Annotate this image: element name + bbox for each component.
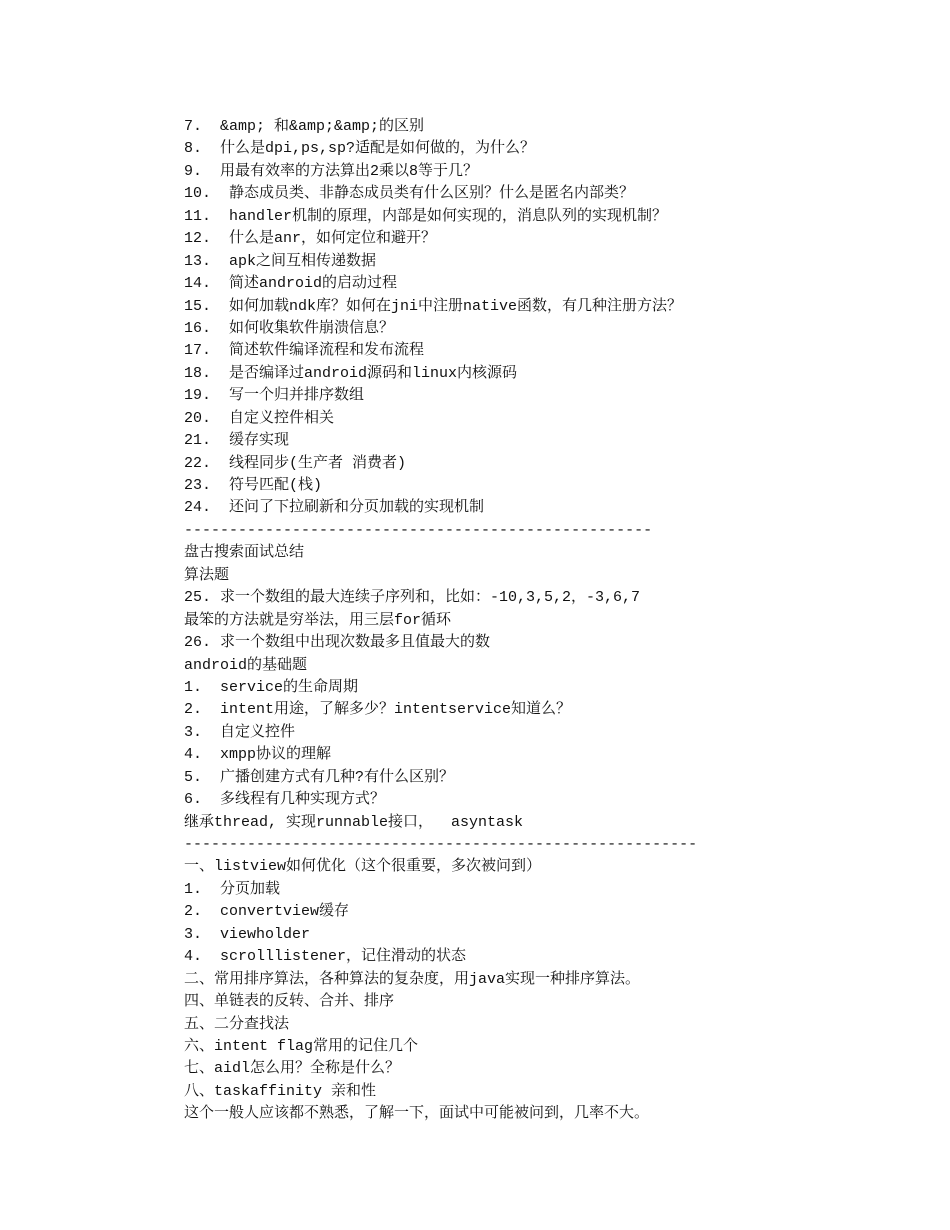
section-heading-pangu: 盘古搜索面试总结 xyxy=(184,544,305,562)
subheading-android-basics: android的基础题 xyxy=(184,656,308,674)
paragraph-brute-force: 最笨的方法就是穷举法，用三层for循环 xyxy=(184,611,452,629)
paragraph-thread-ways: 继承thread, 实现runnable接口， asyntask xyxy=(184,813,524,831)
android-item-4: 4. xmpp协议的理解 xyxy=(184,746,332,764)
listview-item-1: 1. 分页加载 xyxy=(184,880,281,898)
list-item-14: 14. 简述android的启动过程 xyxy=(184,275,398,293)
list-item-18: 18. 是否编译过android源码和linux内核源码 xyxy=(184,364,518,382)
list-item-25: 25. 求一个数组的最大连续子序列和，比如：-10,3,5,2，-3,6,7 xyxy=(184,589,641,607)
paragraph-closing: 这个一般人应该都不熟悉，了解一下，面试中可能被问到，几率不大。 xyxy=(184,1105,650,1123)
list-item-26: 26. 求一个数组中出现次数最多且值最大的数 xyxy=(184,634,491,652)
android-item-3: 3. 自定义控件 xyxy=(184,723,296,741)
list-item-7: 7. &amp; 和&amp;&amp;的区别 xyxy=(184,118,425,135)
list-item-17: 17. 简述软件编译流程和发布流程 xyxy=(184,342,425,360)
list-item-10: 10. 静态成员类、非静态成员类有什么区别？什么是匿名内部类？ xyxy=(184,185,635,203)
heading-sorting: 二、常用排序算法，各种算法的复杂度，用java实现一种排序算法。 xyxy=(184,970,641,988)
list-item-23: 23. 符号匹配(栈) xyxy=(184,477,323,494)
list-item-11: 11. handler机制的原理，内部是如何实现的，消息队列的实现机制？ xyxy=(184,207,668,225)
list-item-16: 16. 如何收集软件崩溃信息？ xyxy=(184,319,395,337)
list-item-8: 8. 什么是dpi,ps,sp?适配是如何做的，为什么？ xyxy=(184,140,536,158)
list-item-9: 9. 用最有效率的方法算出2乘以8等于几？ xyxy=(184,162,479,180)
android-item-2: 2. intent用途，了解多少？intentservice知道么？ xyxy=(184,701,572,719)
heading-aidl: 七、aidl怎么用？全称是什么？ xyxy=(184,1060,401,1078)
list-item-21: 21. 缓存实现 xyxy=(184,432,290,450)
list-item-20: 20. 自定义控件相关 xyxy=(184,409,335,427)
listview-item-2: 2. convertview缓存 xyxy=(184,903,350,921)
document-body xyxy=(184,116,864,1126)
heading-binary-search: 五、二分查找法 xyxy=(184,1015,290,1033)
list-item-22: 22. 线程同步(生产者 消费者) xyxy=(184,454,407,472)
list-item-13: 13. apk之间互相传递数据 xyxy=(184,252,377,270)
subheading-algorithms: 算法题 xyxy=(184,566,230,584)
list-item-19: 19. 写一个归并排序数组 xyxy=(184,387,365,405)
heading-intent-flag: 六、intent flag常用的记住几个 xyxy=(184,1037,419,1055)
android-item-6: 6. 多线程有几种实现方式？ xyxy=(184,791,386,809)
list-item-12: 12. 什么是anr，如何定位和避开？ xyxy=(184,230,437,248)
heading-linked-list: 四、单链表的反转、合并、排序 xyxy=(184,993,395,1011)
list-item-15: 15. 如何加载ndk库？如何在jni中注册native函数，有几种注册方法？ xyxy=(184,297,683,315)
heading-taskaffinity: 八、taskaffinity 亲和性 xyxy=(184,1082,377,1100)
separator-dashes-2: --------------------------------------------------------- xyxy=(184,836,698,853)
android-item-1: 1. service的生命周期 xyxy=(184,678,359,696)
android-item-5: 5. 广播创建方式有几种?有什么区别？ xyxy=(184,768,455,786)
heading-listview: 一、listview如何优化（这个很重要，多次被问到） xyxy=(184,858,542,876)
listview-item-4: 4. scrolllistener，记住滑动的状态 xyxy=(184,948,467,966)
list-item-24: 24. 还问了下拉刷新和分页加载的实现机制 xyxy=(184,499,485,517)
separator-dashes: ---------------------------------------------------- xyxy=(184,521,653,539)
listview-item-3: 3. viewholder xyxy=(184,925,311,943)
